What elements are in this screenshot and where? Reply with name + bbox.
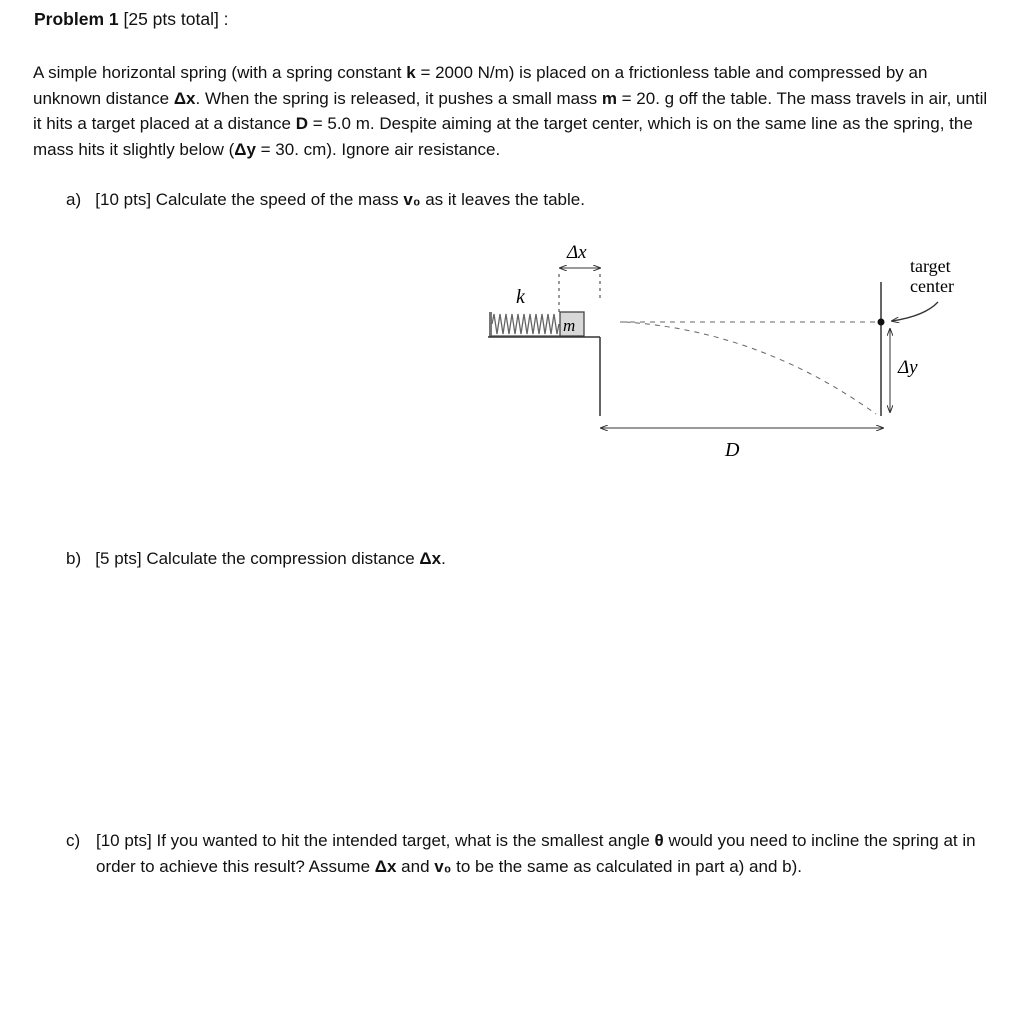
intro-s6: = 30. cm). Ignore air resistance. [255,139,501,159]
spring-projectile-diagram [480,236,980,466]
intro-dy-symbol: Δy [234,139,256,159]
problem-statement [33,60,993,162]
D-label: D [725,439,740,461]
m-label: m [563,316,576,335]
part-a-v0-symbol: v₀ [403,190,421,209]
dx-label-text: Δx [567,242,587,263]
part-c-t2: would you need to incline the spring at in order to achieve this result? Assume [96,831,976,876]
intro-s3: . When the spring is released, it pushes a small mass [195,88,602,108]
dy-label: Δy [898,357,918,378]
wall [489,312,492,336]
intro-m-symbol: m [601,88,617,108]
intro-s5: = 5.0 m. Despite aiming at the target center, which is on the same line as the spring, the mass hits it slightly below ( [33,114,973,159]
k-label: k [516,286,525,308]
part-a [66,187,585,213]
part-b-label: b) [66,549,82,568]
part-b-text: [5 pts] Calculate the compression distance [95,549,420,568]
part-c-text [96,828,986,879]
trajectory [625,322,876,414]
intro-s4: = 20. g off the table. The mass travels in air, until it hits a target placed at a distance [33,88,988,133]
part-a-text: [10 pts] Calculate the speed of the mass [95,190,404,209]
part-a-label: a) [66,190,82,209]
dx-label [566,242,587,263]
intro-s1: A simple horizontal spring (with a spring constant [33,63,407,82]
part-b-dx-symbol: Δx [419,549,442,568]
target-center-dot [878,319,885,326]
part-c-t1: [10 pts] If you wanted to hit the intended target, what is the smallest angle [96,831,655,850]
intro-D-symbol: D [295,114,308,133]
intro-k-symbol: k [406,63,416,82]
target-pointer [892,302,938,321]
problem-title-points: [25 pts total] : [118,9,229,29]
target-label-2: center [910,276,954,296]
problem-title-bold: Problem 1 [34,9,119,29]
problem-title [34,9,229,30]
part-b-rest: . [441,549,446,568]
part-c-v0-symbol: v₀ [434,856,452,876]
part-c [66,828,986,879]
part-c-t3: and [396,856,435,876]
spring [492,314,559,334]
target-label-1: target [910,256,951,276]
part-c-t4: to be the same as calculated in part a) and b). [451,856,802,876]
part-c-theta-symbol: θ [654,831,664,850]
part-a-rest: as it leaves the table. [420,190,585,209]
part-b [66,546,446,572]
intro-dx-symbol: Δx [173,88,196,108]
part-c-label: c) [66,831,81,850]
intro-s2: = 2000 N/m) is placed on a frictionless table and compressed by an unknown distance [33,63,928,108]
part-c-dx-symbol: Δx [374,856,397,876]
